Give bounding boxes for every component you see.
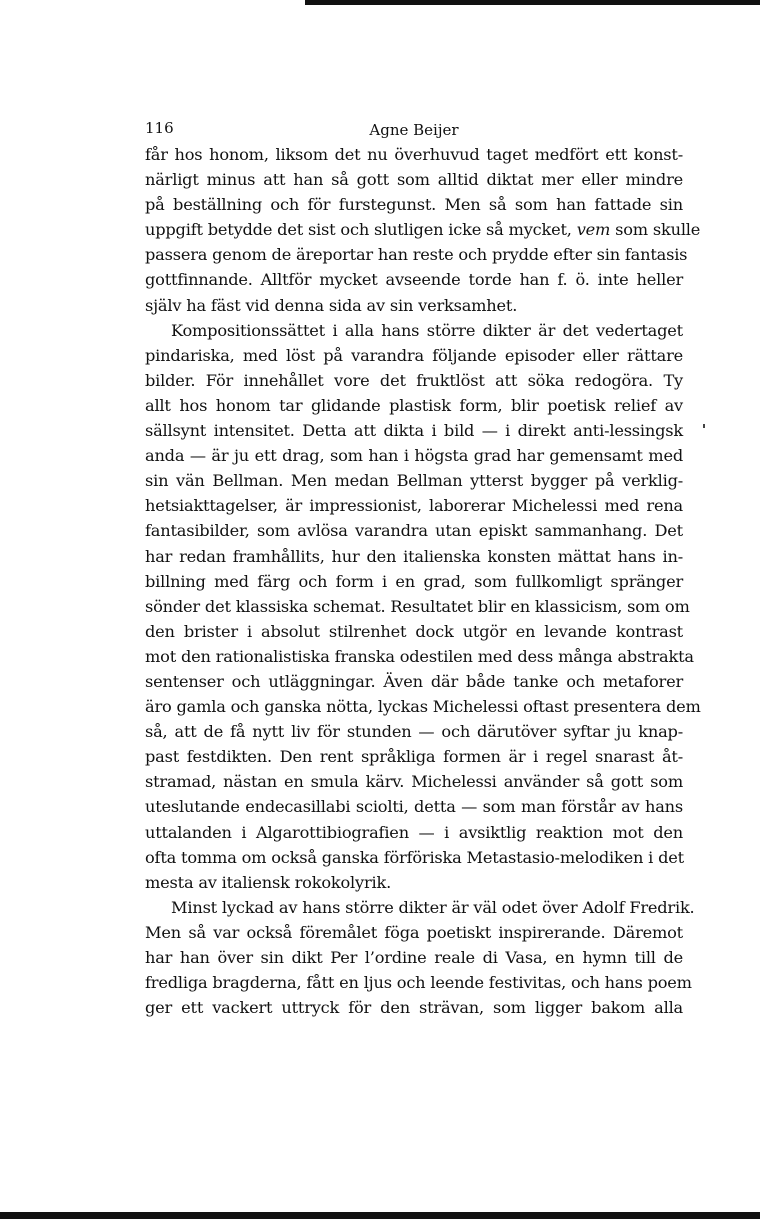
text-line: mesta av italiensk rokokolyrik. [145, 872, 392, 892]
text-line: har redan framhållits, hur den italienska konsten mättat hans in- [145, 546, 683, 566]
text-line: sönder det klassiska schemat. Resultatet blir en klassicism, som om [145, 596, 690, 616]
text-line: fantasibilder, som avlösa varandra utan episkt sammanhang. Det [145, 521, 683, 541]
body-text [145, 142, 701, 1020]
text-line: ger ett vackert uttryck för den strävan, som ligger bakom alla [145, 998, 683, 1018]
text-line: får hos honom, liksom det nu överhuvud taget medfört ett konst- [145, 145, 683, 164]
text-line: anda — är ju ett drag, som han i högsta grad har gemensamt med [145, 446, 683, 466]
text-line: närligt minus att han så gott som alltid diktat mer eller mindre [145, 170, 683, 190]
text-line: passera genom de äreportar han reste och prydde efter sin fantasis [145, 245, 688, 265]
text-line: gottfinnande. Alltför mycket avseende torde han f. ö. inte heller [145, 270, 683, 290]
text-line: sin vän Bellman. Men medan Bellman ytterst bygger på verklig- [145, 471, 683, 491]
text-line: den brister i absolut stilrenhet dock utgör en levande kontrast [145, 621, 683, 641]
text-line: past festdikten. Den rent språkliga formen är i regel snarast åt- [145, 747, 683, 767]
running-title: Agne Beijer [369, 121, 459, 139]
text-line: fredliga bragderna, fått en ljus och leende festivitas, och hans poem [145, 973, 692, 993]
text-line: stramad, nästan en smula kärv. Michelessi använder så gott som [145, 772, 683, 792]
page-number: 116 [145, 119, 174, 137]
scan-speck [703, 424, 705, 428]
text-line: sentenser och utläggningar. Även där både tanke och metaforer [145, 671, 683, 691]
page-header [145, 119, 683, 141]
text-line: själv ha fäst vid denna sida av sin verksamhet. [145, 295, 518, 315]
text-line: billning med färg och form i en grad, som fullkomligt spränger [145, 571, 683, 591]
scan-border-top [305, 0, 760, 5]
text-line: ofta tomma om också ganska förföriska Metastasio-melodiken i det [145, 847, 684, 867]
text-line: sällsynt intensitet. Detta att dikta i bild — i direkt anti-lessingsk [145, 421, 683, 441]
text-line: allt hos honom tar glidande plastisk form, blir poetisk relief av [145, 395, 683, 415]
scan-border-bottom [0, 1212, 760, 1219]
text-line: hetsiakttagelser, är impressionist, laborerar Michelessi med rena [145, 496, 683, 516]
text-line: Minst lyckad av hans större dikter är väl odet över Adolf Fredrik. [171, 897, 695, 917]
text-line: har han över sin dikt Per l’ordine reale di Vasa, en hymn till de [145, 948, 683, 967]
text-line: uppgift betydde det sist och slutligen icke så mycket, vem som skulle [145, 220, 701, 240]
text-line: pindariska, med löst på varandra följande episoder eller rättare [145, 345, 683, 365]
text-line: så, att de få nytt liv för stunden — och därutöver syftar ju knap- [145, 722, 683, 742]
text-line: mot den rationalistiska franska odestilen med dess många abstrakta [145, 646, 694, 666]
text-line: på beställning och för furstegunst. Men så som han fattade sin [145, 195, 683, 215]
text-line: uttalanden i Algarottibiografien — i avsiktlig reaktion mot den [145, 822, 683, 842]
text-line: bilder. För innehållet vore det fruktlöst att söka redogöra. Ty [145, 370, 683, 390]
text-line: Kompositionssättet i alla hans större dikter är det vedertaget [171, 320, 683, 340]
text-line: uteslutande endecasillabi sciolti, detta — som man förstår av hans [145, 797, 683, 817]
text-line: Men så var också föremålet föga poetiskt inspirerande. Däremot [145, 922, 683, 942]
text-line: äro gamla och ganska nötta, lyckas Michelessi oftast presentera dem [145, 697, 701, 717]
